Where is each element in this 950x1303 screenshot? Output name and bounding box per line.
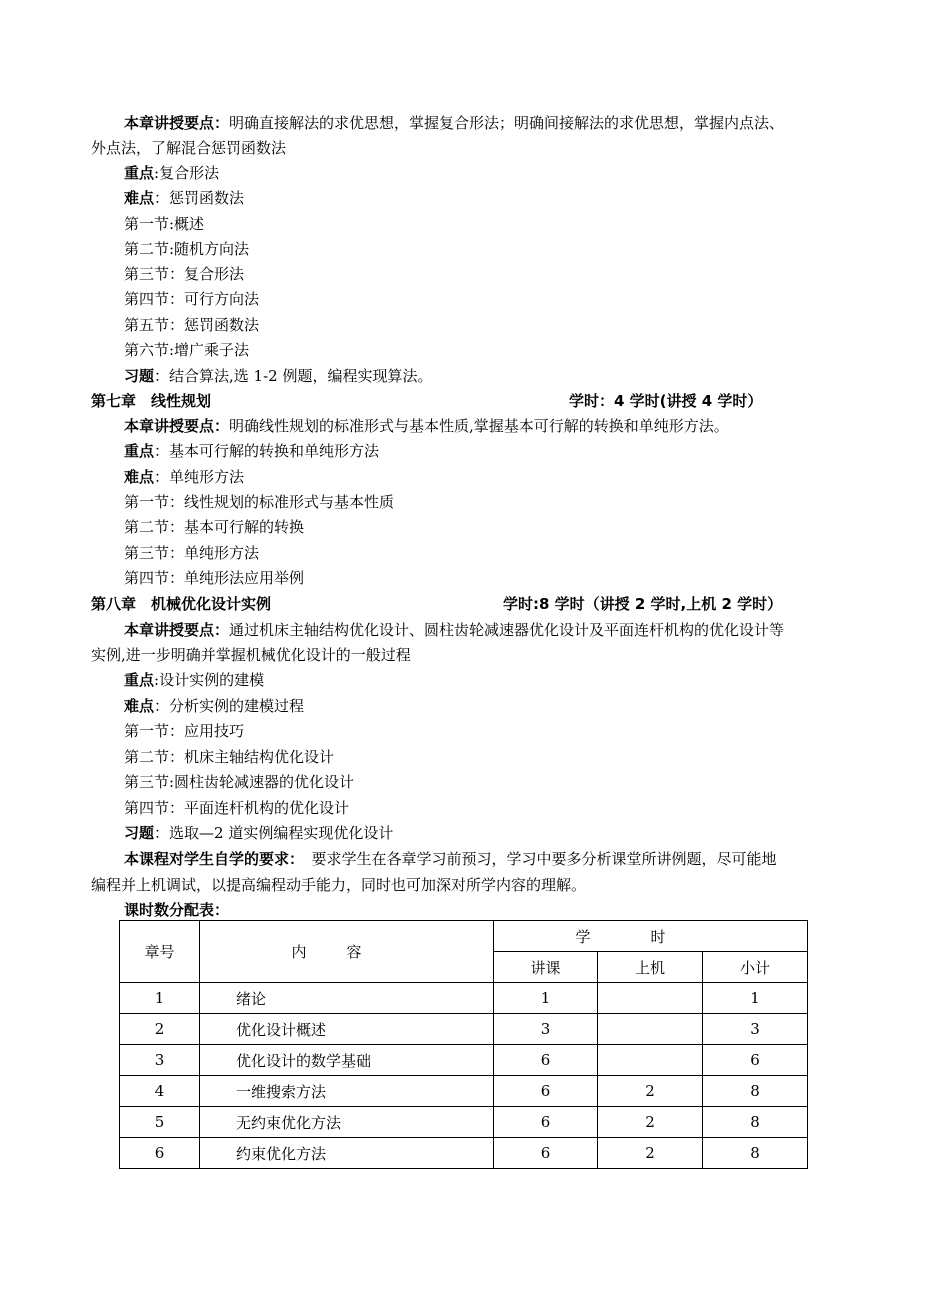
header-total: 小计 xyxy=(703,952,808,983)
ch8-key-label: 重点 xyxy=(124,671,155,689)
ch7-difficulty xyxy=(124,467,244,487)
ch8-points-line1: 通过机床主轴结构优化设计、圆柱齿轮减速器优化设计及平面连杆机构的优化设计等 xyxy=(229,621,785,639)
row-lab xyxy=(598,1045,703,1076)
ch7-points-text: 明确线性规划的标准形式与基本性质,掌握基本可行解的转换和单纯形方法。 xyxy=(229,417,729,435)
ch8-hours: 学时:8 学时（讲授 2 学时,上机 2 学时） xyxy=(503,595,783,613)
ch6-difficulty xyxy=(124,188,244,208)
header-content xyxy=(200,921,494,983)
row-total: 8 xyxy=(703,1138,808,1169)
ch8-points xyxy=(124,620,784,640)
table-row xyxy=(120,1014,808,1045)
ch6-section-6: 第六节:增广乘子法 xyxy=(124,341,250,359)
self-study xyxy=(124,849,777,869)
row-chapter-no: 6 xyxy=(120,1138,200,1169)
ch6-points-line2: 外点法，了解混合惩罚函数法 xyxy=(91,139,287,157)
ch8-ex-text: ：选取—2 道实例编程实现优化设计 xyxy=(154,824,394,842)
ch8-points-line2: 实例,进一步明确并掌握机械优化设计的一般过程 xyxy=(91,646,411,664)
ch8-title: 第八章 机械优化设计实例 xyxy=(91,595,272,613)
ch6-diff-text: ：惩罚函数法 xyxy=(154,189,245,207)
ch7-diff-label: 难点 xyxy=(124,468,155,486)
ch8-ex-label: 习题 xyxy=(124,824,155,842)
ch8-section-4: 第四节：平面连杆机构的优化设计 xyxy=(124,799,350,817)
row-content: 无约束优化方法 xyxy=(200,1107,494,1138)
ch6-points-line1: 明确直接解法的求优思想，掌握复合形法；明确间接解法的求优思想，掌握内点法、 xyxy=(229,114,785,132)
table-row xyxy=(120,1138,808,1169)
ch7-section-3: 第三节：单纯形方法 xyxy=(124,544,260,562)
ch7-section-1: 第一节：线性规划的标准形式与基本性质 xyxy=(124,493,395,511)
ch8-section-1: 第一节：应用技巧 xyxy=(124,722,245,740)
ch7-hours: 学时：4 学时(讲授 4 学时） xyxy=(569,392,763,410)
ch6-key-label: 重点 xyxy=(124,164,155,182)
row-content: 一维搜索方法 xyxy=(200,1076,494,1107)
row-lecture: 6 xyxy=(494,1076,598,1107)
row-content: 优化设计的数学基础 xyxy=(200,1045,494,1076)
header-chapter-no: 章号 xyxy=(120,921,200,983)
ch8-section-2: 第二节：机床主轴结构优化设计 xyxy=(124,748,335,766)
row-content: 优化设计概述 xyxy=(200,1014,494,1045)
ch7-key xyxy=(124,441,379,461)
row-lecture: 6 xyxy=(494,1138,598,1169)
ch7-key-label: 重点 xyxy=(124,442,155,460)
self-study-line1: 要求学生在各章学习前预习，学习中要多分析课堂所讲例题，尽可能地 xyxy=(296,850,777,868)
row-lab: 2 xyxy=(598,1138,703,1169)
ch6-diff-label: 难点 xyxy=(124,189,155,207)
self-study-line2: 编程并上机调试，以提高编程动手能力，同时也可加深对所学内容的理解。 xyxy=(91,876,587,894)
ch8-section-3: 第三节:圆柱齿轮减速器的优化设计 xyxy=(124,773,355,791)
ch7-points xyxy=(124,416,729,436)
row-lecture: 3 xyxy=(494,1014,598,1045)
row-chapter-no: 5 xyxy=(120,1107,200,1138)
row-total: 8 xyxy=(703,1107,808,1138)
ch6-ex-label: 习题 xyxy=(124,367,155,385)
row-chapter-no: 4 xyxy=(120,1076,200,1107)
ch6-ex-text: ：结合算法,选 1-2 例题，编程实现算法。 xyxy=(154,367,433,385)
table-title: 课时数分配表： xyxy=(124,901,230,919)
header-lecture: 讲课 xyxy=(494,952,598,983)
ch8-exercise xyxy=(124,823,393,843)
ch7-key-text: ：基本可行解的转换和单纯形方法 xyxy=(154,442,380,460)
row-total: 8 xyxy=(703,1076,808,1107)
row-lecture: 6 xyxy=(494,1045,598,1076)
ch7-points-label: 本章讲授要点： xyxy=(124,417,230,435)
table-header-row-1 xyxy=(120,921,808,952)
ch7-title: 第七章 线性规划 xyxy=(91,392,212,410)
header-lab: 上机 xyxy=(598,952,703,983)
row-lab: 2 xyxy=(598,1076,703,1107)
ch6-section-5: 第五节：惩罚函数法 xyxy=(124,316,260,334)
row-lab xyxy=(598,983,703,1014)
row-chapter-no: 1 xyxy=(120,983,200,1014)
row-lab xyxy=(598,1014,703,1045)
ch6-section-1: 第一节:概述 xyxy=(124,215,205,233)
ch7-diff-text: ：单纯形方法 xyxy=(154,468,245,486)
table-row xyxy=(120,1107,808,1138)
row-total: 1 xyxy=(703,983,808,1014)
header-content-text: 内容 xyxy=(291,943,402,961)
table-row xyxy=(120,983,808,1014)
ch8-key-text: :设计实例的建模 xyxy=(154,671,265,689)
row-total: 6 xyxy=(703,1045,808,1076)
ch6-section-4: 第四节：可行方向法 xyxy=(124,290,260,308)
ch6-key-text: :复合形法 xyxy=(154,164,220,182)
row-lecture: 1 xyxy=(494,983,598,1014)
row-content: 绪论 xyxy=(200,983,494,1014)
ch8-difficulty xyxy=(124,696,304,716)
self-study-label: 本课程对学生自学的要求： xyxy=(124,850,297,868)
ch7-section-2: 第二节：基本可行解的转换 xyxy=(124,518,305,536)
row-content: 约束优化方法 xyxy=(200,1138,494,1169)
table-row xyxy=(120,1045,808,1076)
ch6-section-3: 第三节：复合形法 xyxy=(124,265,245,283)
row-chapter-no: 2 xyxy=(120,1014,200,1045)
ch8-points-label: 本章讲授要点： xyxy=(124,621,230,639)
ch6-key xyxy=(124,163,219,183)
row-chapter-no: 3 xyxy=(120,1045,200,1076)
table-row xyxy=(120,1076,808,1107)
ch8-key xyxy=(124,670,264,690)
ch8-diff-text: ：分析实例的建模过程 xyxy=(154,697,305,715)
header-hours-text: 学时 xyxy=(575,927,726,946)
ch6-exercise xyxy=(124,366,432,386)
ch6-section-2: 第二节:随机方向法 xyxy=(124,240,250,258)
row-lecture: 6 xyxy=(494,1107,598,1138)
row-lab: 2 xyxy=(598,1107,703,1138)
hours-table xyxy=(119,920,808,1169)
row-total: 3 xyxy=(703,1014,808,1045)
ch7-section-4: 第四节：单纯形法应用举例 xyxy=(124,569,305,587)
ch6-points-label: 本章讲授要点： xyxy=(124,114,230,132)
ch6-points xyxy=(124,113,784,133)
ch8-diff-label: 难点 xyxy=(124,697,155,715)
header-hours xyxy=(494,921,808,952)
